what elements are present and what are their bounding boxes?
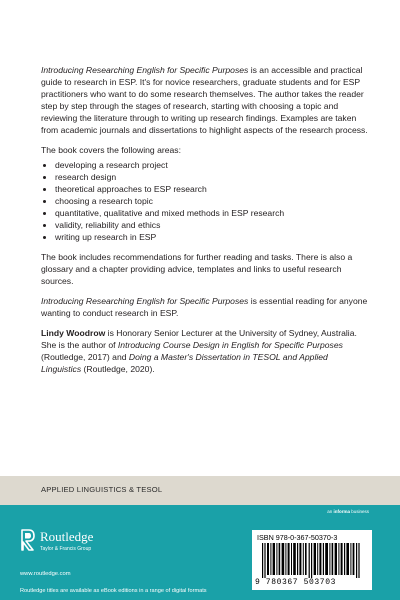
subject-category: APPLIED LINGUISTICS & TESOL (41, 485, 163, 494)
list-item: • quantitative, qualitative and mixed methods in ESP research (55, 207, 369, 219)
publisher-group: Taylor & Francis Group (40, 546, 92, 552)
back-cover-description (41, 64, 369, 383)
informa-prefix: an (327, 509, 334, 514)
description-paragraph (41, 64, 369, 136)
essential-reading-paragraph (41, 295, 369, 319)
category-band (0, 476, 400, 505)
list-item: • developing a research project (55, 159, 369, 171)
essential-reading-text: is essential reading for anyone wanting to conduct research in ESP. (41, 296, 368, 318)
book-title-italic: Introducing Researching English for Specific Purposes (41, 296, 249, 306)
author-bio-text: is Honorary Senior Lecturer at the University of Sydney, Australia. She is the author of (41, 328, 357, 350)
informa-tagline (327, 509, 369, 514)
barcode-number: 9 780367 503703 (255, 578, 337, 587)
informa-suffix: business (349, 509, 369, 514)
publisher-name: Routledge (40, 529, 94, 544)
author-bio-text: (Routledge, 2017) and (41, 352, 129, 362)
routledge-logo-icon (20, 528, 36, 552)
barcode-panel (252, 530, 372, 590)
list-item: • research design (55, 171, 369, 183)
list-item: • theoretical approaches to ESP research (55, 183, 369, 195)
publisher-footer (0, 505, 400, 600)
isbn-number: ISBN 978-0-367-50370-3 (257, 533, 338, 542)
author-bio (41, 327, 369, 375)
book-title-italic: Introducing Course Design in English for Specific Purposes (117, 340, 343, 350)
book-title-italic: Doing a Master's Dissertation in TESOL and Applied Linguistics (41, 352, 328, 374)
author-bio-text: (Routledge, 2020). (81, 364, 155, 374)
covers-intro: The book covers the following areas: (41, 145, 181, 155)
ebook-note: Routledge titles are available as eBook editions in a range of digital formats (20, 588, 207, 594)
recommendations-paragraph: The book includes recommendations for further reading and tasks. There is also a glossary and a chapter providing advice, templates and links to useful research sources. (41, 252, 353, 286)
list-item: • choosing a research topic (55, 195, 369, 207)
informa-brand: informa (333, 509, 350, 514)
topics-list (41, 159, 369, 243)
publisher-website: www.routledge.com (20, 571, 71, 577)
book-title-italic: Introducing Researching English for Specific Purposes (41, 65, 249, 75)
author-name: Lindy Woodrow (41, 328, 106, 338)
list-item: • writing up research in ESP (55, 231, 369, 243)
description-text: is an accessible and practical guide to research in ESP. It's for novice researchers, graduate students and for ESP practitioners who want to do some research themselves. The author takes the reader step by step through the stages of research, starting with choosing a topic and reviewing the literature through to writing up research findings. Examples are taken from academic journals and dissertations to highlight aspects of the research process. (41, 65, 368, 135)
list-item: • validity, reliability and ethics (55, 219, 369, 231)
